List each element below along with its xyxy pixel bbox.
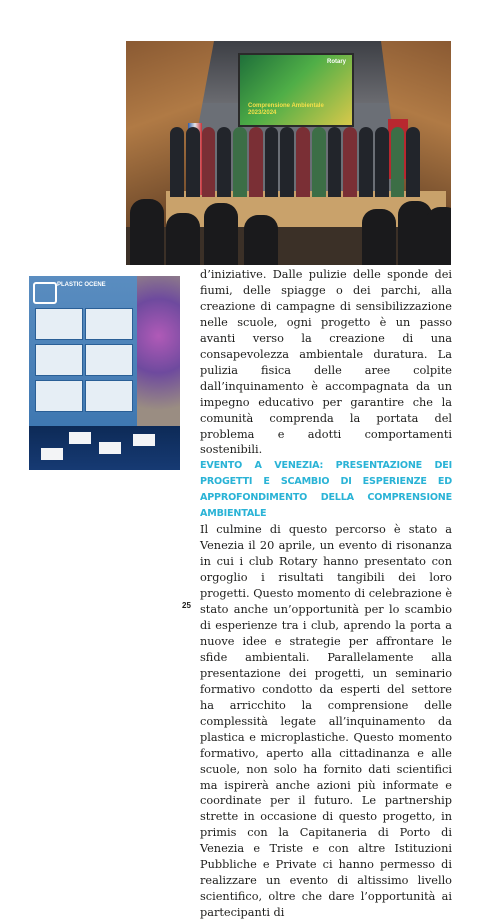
panel-tile [85, 308, 133, 340]
conference-photo [126, 41, 451, 265]
flyer [99, 442, 121, 454]
display-table [29, 426, 180, 470]
paragraph-venice-event: Il culmine di questo percorso è stato a Venezia il 20 aprile, un evento di risonanza in cui i club Rotary hanno presentato con orgoglio i risultati tangibili dei loro progetti. Questo momento di celebrazione è stato anche un’opportunità per lo scambio di esperienze tra i club, aprendo la porta a nuove idee e strategie per affrontare le sfide ambientali. Parallelamente alla presentazione dei progetti, un seminario formativo condotto da esperti del settore ha arricchito la comprensione delle complessità legate all’inquinamento da plastica e microplastiche. Questo momento formativo, aperto alla cittadinanza e alle scuole, non solo ha fornito dati scientifici ma ispirerà anche azioni più informate e coordinate per il futuro. Le partnership strette in occasione di questo progetto, in primis con la Capitaneria di Porto di Venezia e Triste e con altre Istituzioni Pubbliche e Private ci hanno permesso di realizzare un evento di altissimo livello scientifico, oltre che dare l’opportunità ai partecipanti di [200, 523, 453, 920]
article-text [200, 267, 452, 921]
flyer [133, 434, 155, 446]
screen-brand: Rotary [326, 59, 346, 65]
section-heading: EVENTO A VENEZIA: PRESENTAZIONE DEI PROGETTI E SCAMBIO DI ESPERIENZE ED APPROFONDIMENTO DELLA COMPRENSIONE AMBIENTALE [200, 460, 452, 520]
group-on-stage [170, 127, 420, 197]
screen-caption: Comprensione Ambientale 2023/2024 [248, 103, 324, 116]
paragraph-intro: d’iniziative. Dalle pulizie delle sponde dei fiumi, delle spiagge o dei parchi, alla creazione di campagne di sensibilizzazione nelle scuole, ogni progetto è un passo avanti verso la creazione di una consapevolezza ambientale duratura. La pulizia fisica delle aree colpite dall’inquinamento è accompagnata da un impegno educativo per garantire che la comunità comprenda la portata del problema e adotti comportamenti sostenibili. [200, 268, 452, 457]
exhibition-photo [29, 276, 180, 470]
panel-tile [35, 308, 83, 340]
flyer [41, 448, 63, 460]
panel-tile [35, 344, 83, 376]
projection-screen [238, 53, 354, 127]
plastic-art-installation [137, 276, 180, 426]
panel-brand: PLASTIC OCENE [57, 282, 106, 288]
page-number: 25 [182, 601, 191, 610]
panel-tile [85, 380, 133, 412]
panel-tile [85, 344, 133, 376]
flyer [69, 432, 91, 444]
plastic-ocene-logo-icon [33, 282, 57, 304]
panel-tile [35, 380, 83, 412]
exhibition-panel [29, 276, 137, 431]
audience [126, 191, 451, 265]
